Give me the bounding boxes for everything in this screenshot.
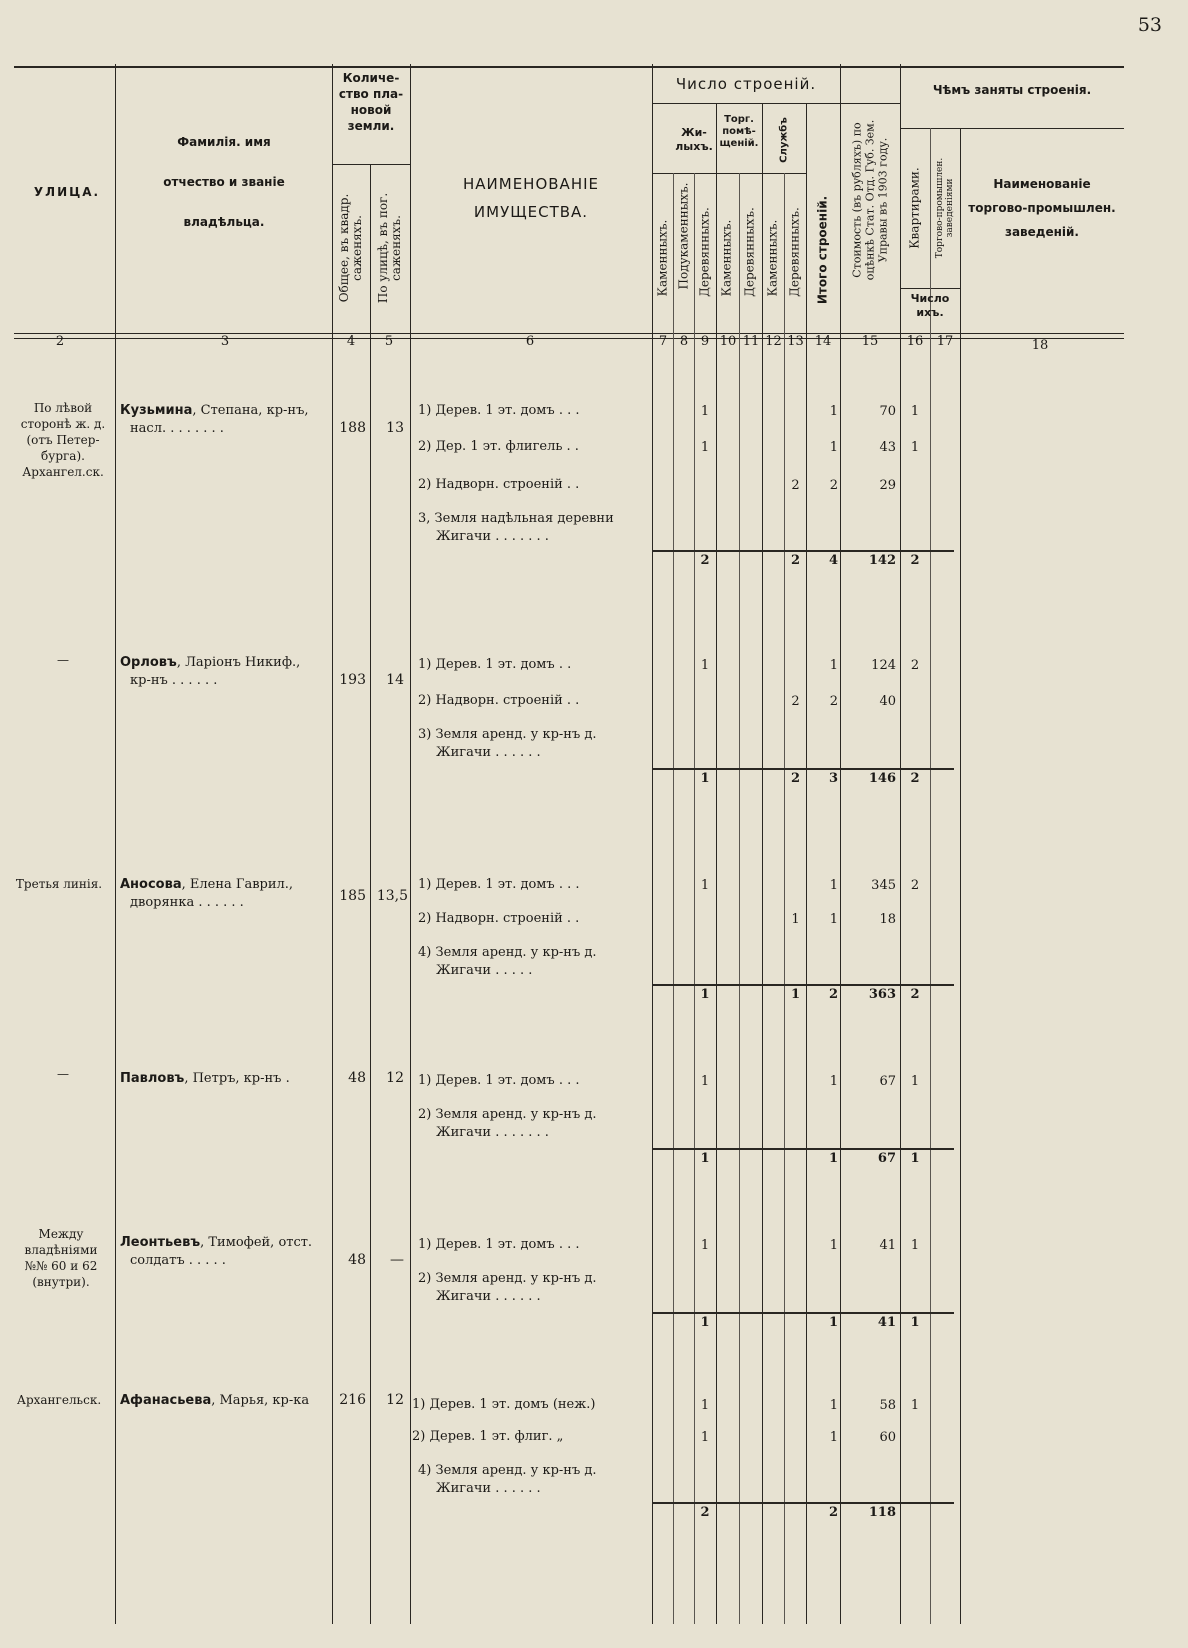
- land-sub-rule: [332, 164, 410, 165]
- total-c16: 1: [910, 1151, 920, 1166]
- header-property: НАИМЕНОВАНІЕ ИМУЩЕСТВА.: [463, 175, 599, 221]
- area-value: 48: [348, 1070, 366, 1086]
- column-number: 2: [55, 334, 65, 349]
- frontage-value: 13: [386, 420, 404, 436]
- total-c16: 2: [910, 771, 920, 786]
- area-value: 216: [339, 1392, 366, 1408]
- property-item: 3) Земля аренд. у кр-нъ д. Жигачи . . . . . .: [418, 727, 597, 760]
- cell-c9: 1: [700, 658, 710, 673]
- cell-c16: 2: [910, 658, 920, 673]
- cell-c9: 1: [700, 1238, 710, 1253]
- header-total-buildings: Итого строеній.: [815, 195, 830, 305]
- cell-c14: 1: [829, 1398, 838, 1413]
- column-number: 12: [765, 334, 782, 349]
- total-c13: 1: [790, 987, 801, 1002]
- cell-c14: 1: [829, 1430, 838, 1445]
- column-number: 10: [719, 334, 737, 349]
- frontage-value: 12: [386, 1070, 404, 1086]
- col-divider: [410, 64, 411, 1624]
- total-c14: 3: [828, 771, 838, 786]
- header-half-stone-8: Подукаменныхъ.: [676, 182, 691, 290]
- frontage-value: 14: [386, 672, 404, 688]
- column-number: 18: [1031, 338, 1049, 353]
- total-c13: 2: [790, 553, 801, 568]
- total-c14: 2: [828, 1505, 838, 1520]
- cell-c9: 1: [700, 404, 710, 419]
- column-number: 16: [906, 334, 924, 349]
- col-divider: [673, 173, 674, 1624]
- total-c14: 1: [828, 1151, 838, 1166]
- cell-c14: 1: [829, 658, 838, 673]
- cell-c15: 60: [879, 1430, 896, 1445]
- cell-c15: 70: [879, 404, 896, 419]
- header-land: Количе- ство пла- новой земли.: [338, 71, 404, 133]
- property-item: 2) Дерев. 1 эт. флиг. „: [412, 1429, 564, 1444]
- total-c14: 2: [828, 987, 838, 1002]
- total-c9: 1: [700, 1151, 710, 1166]
- col-divider: [840, 64, 841, 1624]
- cell-c16: 1: [910, 404, 920, 419]
- property-item: 2) Надворн. строеній . .: [418, 477, 580, 492]
- cell-c14: 2: [829, 478, 838, 493]
- header-services: Службъ: [778, 117, 790, 163]
- total-c9: 1: [700, 1315, 710, 1330]
- buildings-sub-rule: [652, 103, 900, 104]
- total-c9: 2: [700, 1505, 710, 1520]
- total-c16: 2: [910, 553, 920, 568]
- cell-c14: 2: [829, 694, 838, 709]
- subtotal-rule: [652, 1502, 954, 1504]
- total-c13: 2: [790, 771, 801, 786]
- header-residential: Жи- лыхъ.: [675, 126, 713, 153]
- header-owner: Фамилія. имя отчество и званіе владѣльца.: [163, 135, 285, 229]
- property-item: 4) Земля аренд. у кр-нъ д. Жигачи . . . . .: [418, 945, 597, 978]
- property-item: 1) Дерев. 1 эт. домъ . . .: [418, 1073, 580, 1088]
- page-number: 53: [1137, 14, 1162, 36]
- cell-c14: 1: [829, 440, 838, 455]
- cell-c14: 1: [829, 878, 838, 893]
- cell-c15: 29: [879, 478, 896, 493]
- frontage-value: 12: [386, 1392, 404, 1408]
- column-number: 15: [861, 334, 879, 349]
- subtotal-rule: [652, 768, 954, 770]
- cell-c16: 2: [910, 878, 920, 893]
- owner-cell: Аносова, Елена Гаврил., дворянка . . . . . .: [120, 877, 294, 910]
- total-c15: 67: [877, 1151, 896, 1166]
- header-occupied-by: Чѣмъ заняты строенія.: [932, 83, 1092, 97]
- column-number: 3: [220, 334, 230, 349]
- column-number: 17: [936, 334, 954, 349]
- property-item: 3, Земля надѣльная деревни Жигачи . . . . . . .: [418, 511, 614, 544]
- property-item: 2) Земля аренд. у кр-нъ д. Жигачи . . . . . . .: [418, 1107, 597, 1140]
- header-value: Стоимость (въ рубляхъ) по оцѣнкѣ Стат. Отд. Губ. Зем. Управы въ 1903 году.: [850, 119, 890, 281]
- col-divider: [806, 103, 807, 1624]
- cell-c14: 1: [829, 404, 838, 419]
- total-c9: 1: [700, 771, 710, 786]
- frontage-value: —: [390, 1252, 404, 1268]
- cell-c9: 1: [700, 440, 710, 455]
- cell-c15: 40: [879, 694, 896, 709]
- cell-c16: 1: [910, 1074, 920, 1089]
- cell-c15: 58: [879, 1398, 896, 1413]
- total-c9: 2: [700, 553, 710, 568]
- property-item: 2) Земля аренд. у кр-нъ д. Жигачи . . . . . .: [418, 1271, 597, 1304]
- cell-c15: 124: [871, 658, 896, 673]
- col-divider: [332, 64, 333, 1624]
- cell-c9: 1: [700, 1430, 710, 1445]
- total-c15: 142: [868, 553, 896, 568]
- cell-c16: 1: [910, 1238, 920, 1253]
- total-c16: 1: [910, 1315, 920, 1330]
- street-cell: Между владѣніями №№ 60 и 62 (внутри).: [24, 1227, 98, 1289]
- col-divider: [652, 64, 653, 1624]
- header-land-total: Общее, въ квадр. саженяхъ.: [337, 193, 364, 303]
- header-trade: Торг. помѣ- щеній.: [719, 114, 759, 149]
- column-number: 14: [814, 334, 832, 349]
- cell-c9: 1: [700, 878, 710, 893]
- cell-c13: 1: [791, 912, 800, 927]
- property-item: 1) Дерев. 1 эт. домъ . . .: [418, 403, 580, 418]
- cell-c15: 18: [879, 912, 896, 927]
- col-divider: [694, 173, 695, 1624]
- owner-cell: Афанасьева, Марья, кр-ка: [120, 1393, 310, 1408]
- cell-c15: 41: [879, 1238, 896, 1253]
- cell-c15: 43: [879, 440, 896, 455]
- column-number: 6: [525, 334, 535, 349]
- cell-c9: 1: [700, 1398, 710, 1413]
- total-c16: 2: [910, 987, 920, 1002]
- cell-c16: 1: [910, 440, 920, 455]
- total-c15: 146: [868, 771, 896, 786]
- property-item: 1) Дерев. 1 эт. домъ . . .: [418, 1237, 580, 1252]
- total-c15: 118: [868, 1505, 896, 1520]
- street-cell: —: [57, 1067, 69, 1081]
- column-number: 11: [742, 334, 760, 349]
- header-buildings-count: Число строеній.: [675, 75, 817, 93]
- property-item: 2) Надворн. строеній . .: [418, 911, 580, 926]
- header-count-of: Число ихъ.: [910, 292, 950, 319]
- property-item: 2) Дер. 1 эт. флигель . .: [418, 439, 579, 454]
- occupied-sub-rule: [900, 128, 1124, 129]
- cell-c13: 2: [791, 478, 800, 493]
- area-value: 48: [348, 1252, 366, 1268]
- header-wooden-13: Деревянныхъ.: [787, 207, 802, 297]
- col-divider: [960, 128, 961, 1624]
- header-apartments: Квартирами.: [907, 167, 922, 249]
- subtotal-rule: [652, 1148, 954, 1150]
- property-item: 2) Надворн. строеній . .: [418, 693, 580, 708]
- col-divider: [739, 173, 740, 1624]
- owner-cell: Леонтьевъ, Тимофей, отст. солдатъ . . . . .: [120, 1235, 313, 1268]
- property-item: 1) Дерев. 1 эт. домъ . .: [418, 657, 572, 672]
- cell-c15: 345: [871, 878, 896, 893]
- table-top-border: [14, 66, 1124, 68]
- col-divider: [716, 103, 717, 1624]
- cell-c14: 1: [829, 1238, 838, 1253]
- cell-c14: 1: [829, 912, 838, 927]
- col-divider: [930, 128, 931, 1624]
- header-stone-12: Каменныхъ.: [765, 219, 780, 297]
- property-item: 1) Дерев. 1 эт. домъ . . .: [418, 877, 580, 892]
- column-number: 13: [787, 334, 804, 349]
- cell-c15: 67: [879, 1074, 896, 1089]
- header-enterprises: Торгово-промышлен. заведеніями: [935, 157, 955, 259]
- total-c14: 1: [828, 1315, 838, 1330]
- column-number: 5: [384, 334, 394, 349]
- col-divider: [900, 64, 901, 1624]
- header-wooden-11: Деревянныхъ.: [742, 207, 757, 297]
- property-item: 1) Дерев. 1 эт. домъ (неж.): [412, 1397, 596, 1412]
- header-enterprise-name: Наименованіе торгово-промышлен. заведеній.: [968, 177, 1116, 239]
- street-cell: Архангельск.: [16, 1393, 102, 1407]
- column-number: 7: [658, 334, 668, 349]
- header-stone-10: Каменныхъ.: [719, 219, 734, 297]
- property-item: 4) Земля аренд. у кр-нъ д. Жигачи . . . . . .: [418, 1463, 597, 1496]
- cell-c9: 1: [700, 1074, 710, 1089]
- subtotal-rule: [652, 550, 954, 552]
- owner-cell: Павловъ, Петръ, кр-нъ .: [120, 1071, 290, 1086]
- subtotal-rule: [652, 984, 954, 986]
- col-divider: [762, 103, 763, 1624]
- header-street: УЛИЦА.: [33, 185, 101, 199]
- total-c15: 363: [868, 987, 896, 1002]
- owner-cell: Кузьмина, Степана, кр-нъ, насл. . . . . . . .: [120, 403, 309, 436]
- total-c15: 41: [877, 1315, 896, 1330]
- header-stone-7: Каменныхъ.: [655, 219, 670, 297]
- street-cell: —: [57, 653, 69, 667]
- col-divider: [370, 164, 371, 1624]
- subtotal-rule: [652, 1312, 954, 1314]
- type-sub-rule: [652, 173, 806, 174]
- area-value: 193: [339, 672, 366, 688]
- cell-c13: 2: [791, 694, 800, 709]
- col-divider: [115, 64, 116, 1624]
- owner-cell: Орловъ, Ларіонъ Никиф., кр-нъ . . . . . .: [120, 655, 301, 688]
- area-value: 185: [339, 888, 366, 904]
- total-c9: 1: [700, 987, 710, 1002]
- area-value: 188: [339, 420, 366, 436]
- header-wooden-9: Деревянныхъ.: [697, 207, 712, 297]
- cell-c16: 1: [910, 1398, 920, 1413]
- street-cell: Третья линія.: [15, 877, 103, 891]
- column-number: 9: [700, 334, 710, 349]
- frontage-value: 13,5: [376, 888, 408, 904]
- col-divider: [784, 173, 785, 1624]
- street-cell: По лѣвой сторонѣ ж. д. (отъ Петер- бурга). Архангел.ск.: [20, 401, 106, 479]
- header-land-street: По улицѣ, въ пог. саженяхъ.: [376, 192, 403, 304]
- column-number: 8: [679, 334, 689, 349]
- column-number: 4: [346, 334, 356, 349]
- cell-c14: 1: [829, 1074, 838, 1089]
- total-c14: 4: [828, 553, 838, 568]
